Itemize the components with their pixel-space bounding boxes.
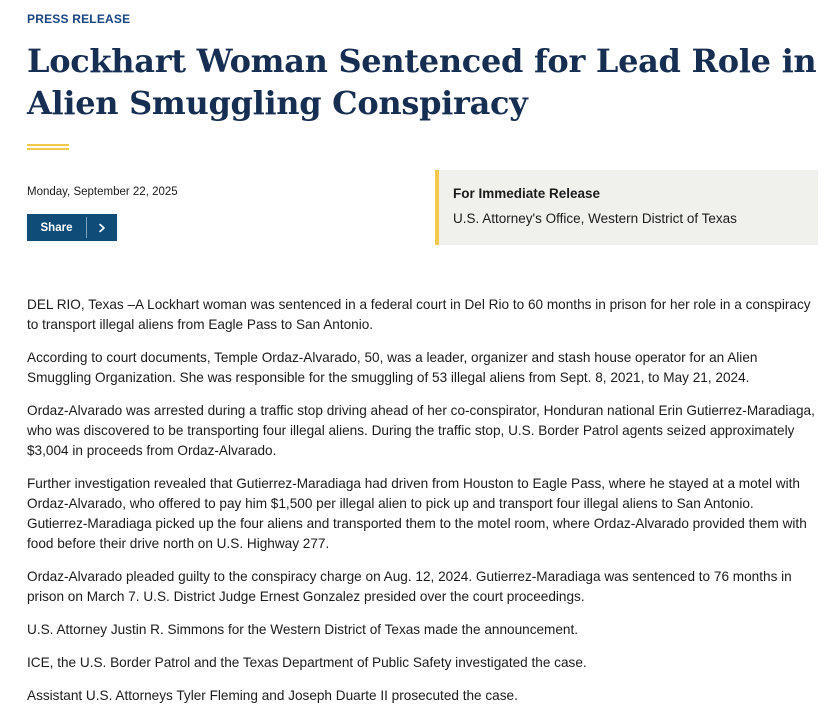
release-office: U.S. Attorney's Office, Western District of Texas <box>453 211 737 226</box>
article-body <box>27 295 817 719</box>
share-button-label: Share <box>40 221 73 234</box>
body-paragraph: U.S. Attorney Justin R. Simmons for the Western District of Texas made the announcement. <box>27 622 579 637</box>
body-paragraph: Ordaz-Alvarado pleaded guilty to the conspiracy charge on Aug. 12, 2024. Gutierrez-Maradiaga was sentenced to 76 months in prison on March 7. U.S. District Judge Ernest Gonzalez presided over the court proceedings. <box>27 569 792 604</box>
page-title: Lockhart Woman Sentenced for Lead Role in Alien Smuggling Conspiracy <box>27 42 817 122</box>
body-paragraph: According to court documents, Temple Ordaz-Alvarado, 50, was a leader, organizer and stash house operator for an Alien Smuggling Organization. She was responsible for the smuggling of 53 illegal aliens from Sept. 8, 2021, to May 21, 2024. <box>27 350 758 385</box>
body-paragraph: Ordaz-Alvarado was arrested during a traffic stop driving ahead of her co-conspirator, Honduran national Erin Gutierrez-Maradiaga, who was discovered to be transporting four illegal aliens. During the traffic stop, U.S. Border Patrol agents seized approximately $3,004 in proceeds from Ordaz-Alvarado. <box>27 403 815 458</box>
body-paragraph: DEL RIO, Texas –A Lockhart woman was sentenced in a federal court in Del Rio to 60 months in prison for her role in a conspiracy to transport illegal aliens from Eagle Pass to San Antonio. <box>27 297 811 332</box>
share-button[interactable] <box>27 214 117 241</box>
release-heading: For Immediate Release <box>453 186 601 201</box>
chevron-right-icon[interactable] <box>87 214 117 241</box>
release-date: Monday, September 22, 2025 <box>27 186 178 198</box>
press-release-label: PRESS RELEASE <box>27 12 131 26</box>
gold-divider <box>27 144 69 150</box>
body-paragraph: Assistant U.S. Attorneys Tyler Fleming and Joseph Duarte II prosecuted the case. <box>27 688 518 703</box>
release-info-box <box>435 170 818 245</box>
body-paragraph: ICE, the U.S. Border Patrol and the Texas Department of Public Safety investigated the case. <box>27 655 587 670</box>
body-paragraph: Further investigation revealed that Gutierrez-Maradiaga had driven from Houston to Eagle Pass, where he stayed at a motel with Ordaz-Alvarado, who offered to pay him $1,500 per illegal alien to pick up and transport four illegal aliens to San Antonio. Gutierrez-Maradiaga picked up the four aliens and transported them to the motel room, where Ordaz-Alvarado provided them with food before their drive north on U.S. Highway 277. <box>27 476 807 551</box>
